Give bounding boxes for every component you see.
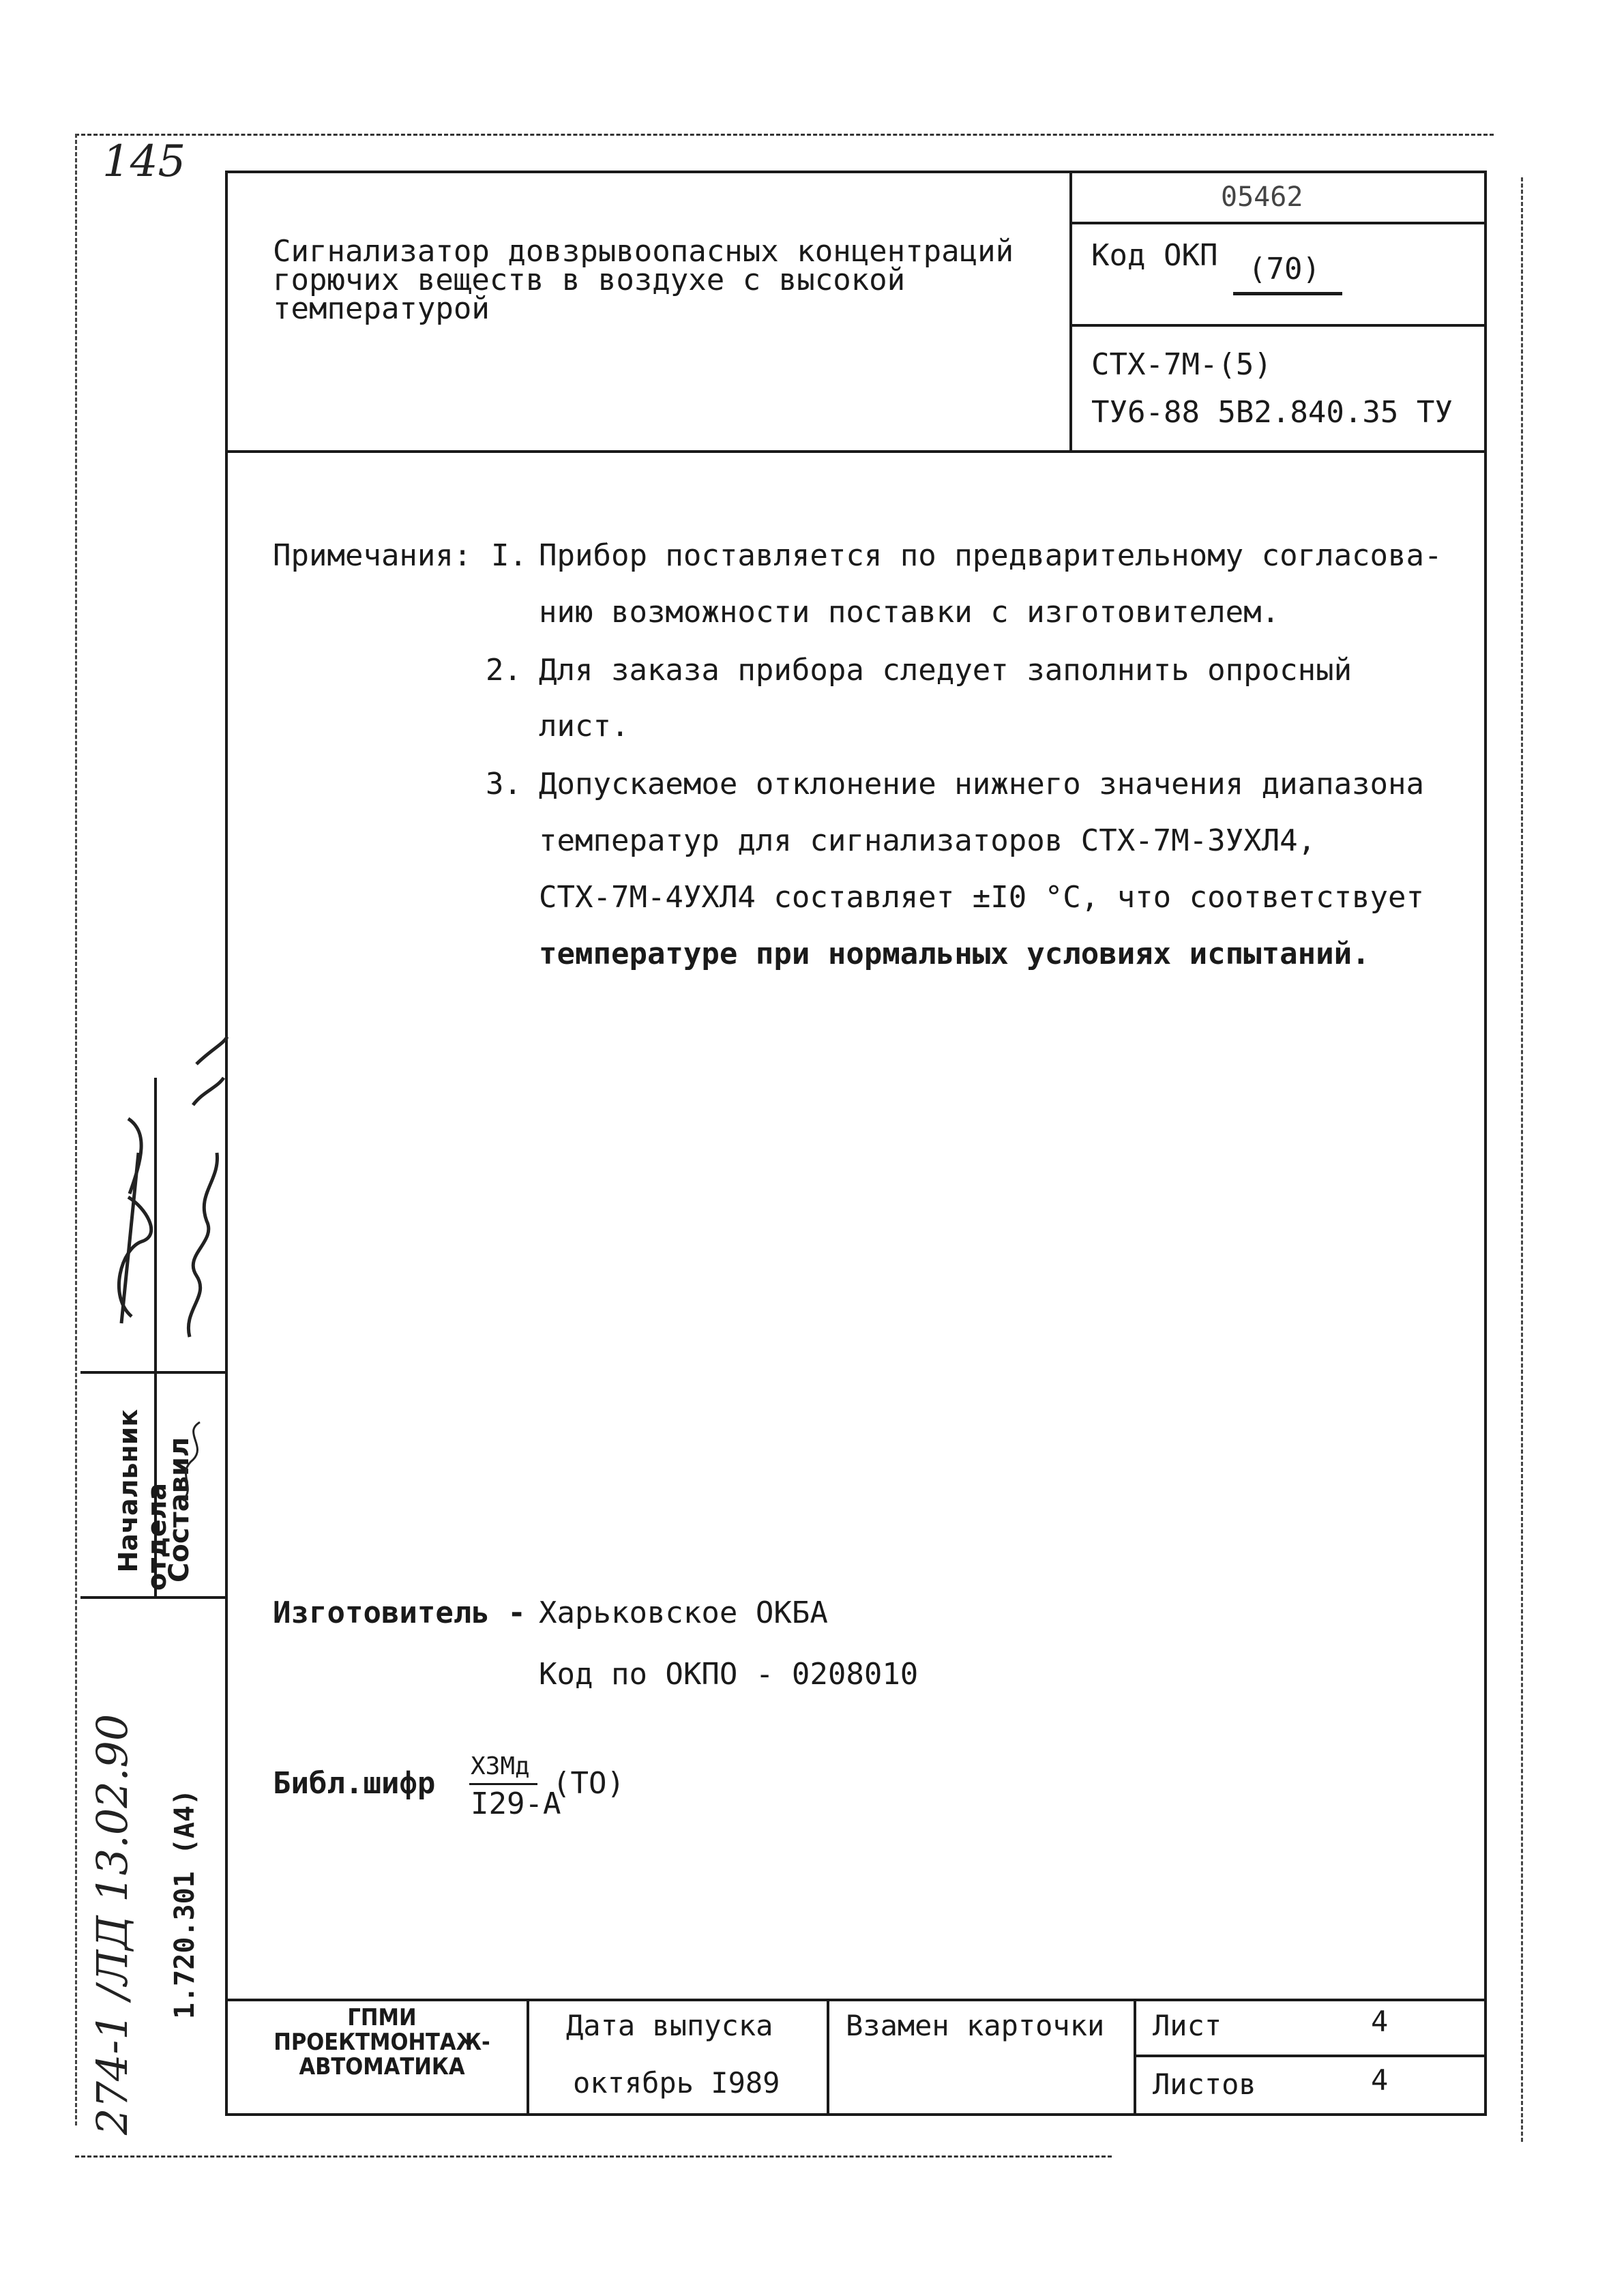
- signature-compiler: [188, 1037, 227, 1337]
- note-3-number: 3.: [486, 767, 522, 801]
- library-code-label: Библ.шифр: [273, 1766, 436, 1801]
- library-code-denominator: I29-А: [471, 1786, 561, 1821]
- library-code-suffix: (ТО): [552, 1766, 625, 1801]
- top-scan-edge: [75, 134, 1494, 136]
- release-date-label: Дата выпуска: [566, 2009, 773, 2042]
- compiled-by-label: Составил: [164, 1437, 195, 1583]
- manufacturer-label: Изготовитель -: [273, 1595, 526, 1630]
- form-code: 1.720.301 (А4): [169, 1789, 201, 2019]
- note-3-line-3: СТХ-7М-4УХЛ4 составляет ±I0 °С, что соответствует: [539, 880, 1425, 915]
- signature-scribbles: [80, 1023, 231, 1542]
- release-date-value: октябрь I989: [573, 2066, 780, 2100]
- handwritten-date: 274-1 /ЛД 13.02.90: [87, 1713, 137, 2135]
- sheets-label: Листов: [1153, 2067, 1256, 2101]
- replaces-card-label: Взамен карточки: [846, 2009, 1105, 2042]
- signature-head-of-dept: [119, 1119, 151, 1323]
- okp-value-underline: [1233, 292, 1342, 295]
- note-1-line-2: нию возможности поставки с изготовителем.: [539, 595, 1280, 630]
- footer-divider-3: [1134, 1999, 1136, 2116]
- catalog-card-frame: [225, 171, 1487, 2116]
- footer-organization: ГПМИ ПРОЕКТМОНТАЖ- АВТОМАТИКА: [274, 2004, 490, 2080]
- okpo-code: Код по ОКПО - 0208010: [539, 1657, 919, 1692]
- okp-label: Код ОКП: [1091, 238, 1218, 273]
- sidebar-bottom-rule: [80, 1596, 225, 1599]
- note-2-number: 2.: [486, 653, 522, 688]
- library-code-numerator: ХЗМд: [471, 1752, 530, 1780]
- head-of-dept-text: Начальник отдела: [113, 1409, 172, 1591]
- doc-number: 05462: [1221, 181, 1303, 213]
- library-code-fraction-bar: [469, 1783, 537, 1785]
- footer-top-rule: [225, 1999, 1487, 2001]
- header-bottom-rule: [225, 450, 1487, 453]
- note-1-line-1: Прибор поставляется по предварительному согласова-: [539, 538, 1443, 573]
- sheet-value: 4: [1371, 2005, 1389, 2038]
- right-scan-edge: [1521, 177, 1523, 2142]
- footer-divider-1: [527, 1999, 529, 2116]
- sheets-value: 4: [1371, 2063, 1389, 2097]
- note-2-line-1: Для заказа прибора следует заполнить опросный: [539, 653, 1353, 688]
- note-2-line-2: лист.: [539, 709, 630, 744]
- left-scan-edge: [75, 134, 77, 2125]
- product-title: Сигнализатор довзрывоопасных концентраций горючих веществ в воздухе с высокой температурой: [273, 234, 1014, 326]
- note-3-line-4: температуре при нормальных условиях испытаний.: [539, 937, 1370, 971]
- model-code: СТХ-7М-(5): [1091, 347, 1272, 382]
- note-3-line-1: Допускаемое отклонение нижнего значения диапазона: [539, 767, 1425, 801]
- footer-sheet-rule: [1134, 2055, 1487, 2057]
- handwritten-page-number: 145: [102, 136, 186, 187]
- footer-divider-2: [827, 1999, 829, 2116]
- bottom-scan-edge: [75, 2155, 1112, 2158]
- notes-heading: Примечания:: [273, 538, 472, 573]
- tu-code: ТУ6-88 5В2.840.35 ТУ: [1091, 395, 1453, 430]
- sheet-label: Лист: [1153, 2009, 1222, 2042]
- header-right-column-divider: [1069, 171, 1072, 450]
- note-1-number: I.: [491, 538, 527, 573]
- signature-small: [183, 1422, 200, 1501]
- okp-rule: [1069, 324, 1487, 327]
- doc-number-rule: [1069, 222, 1487, 224]
- note-3-line-2: температур для сигнализаторов СТХ-7М-3УХЛ4,: [539, 823, 1316, 858]
- okp-value: (70): [1248, 252, 1320, 286]
- manufacturer-name: Харьковское ОКБА: [539, 1595, 828, 1630]
